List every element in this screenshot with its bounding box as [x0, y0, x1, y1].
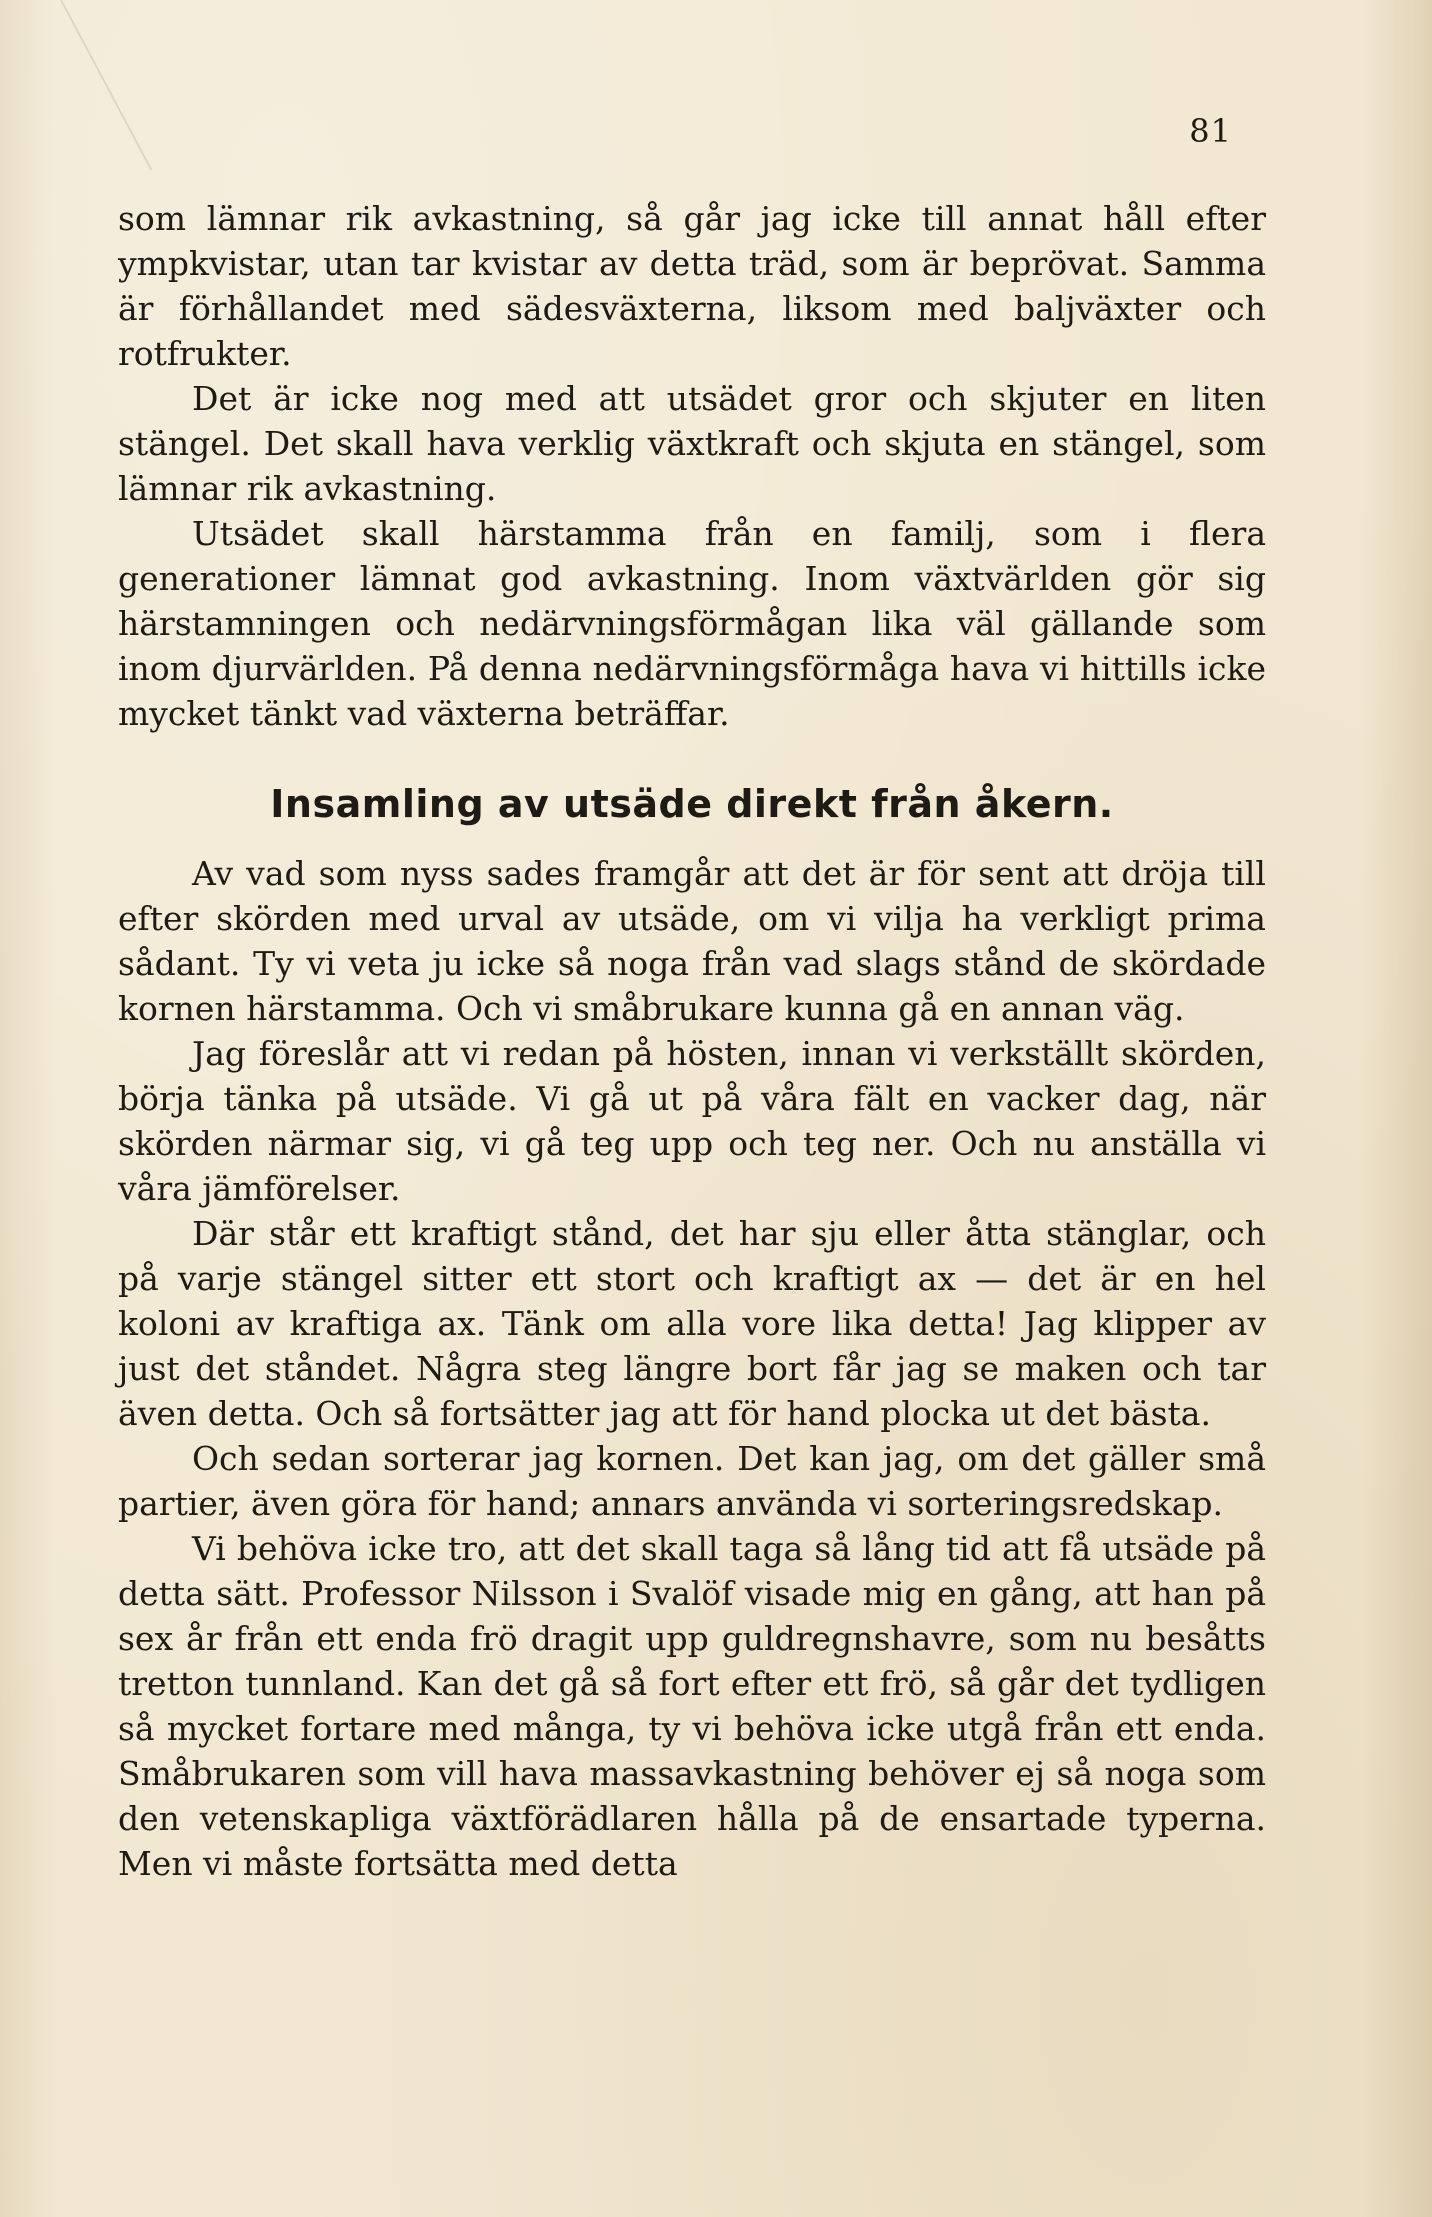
paragraph: Vi behöva icke tro, att det skall taga så lång tid att få utsäde på detta sätt. Professor Nilsson i Svalöf visade mig en gång, att han på sex år från ett enda frö dragit upp guldregnshavre, som nu besåtts tretton tunnland. Kan det gå så fort efter ett frö, så går det tydligen så mycket fortare med många, ty vi behöva icke utgå från ett enda. Småbrukaren som vill hava massavkastning behöver ej så noga som den vetenskapliga växtförädlaren hålla på de ensartade typerna. Men vi måste fortsätta med detta [118, 1529, 1266, 1883]
paragraph: Jag föreslår att vi redan på hösten, innan vi verkställt skörden, börja tänka på utsäde. Vi gå ut på våra fält en vacker dag, när skörden närmar sig, vi gå teg upp och teg ner. Och nu anställa vi våra jämförelser. [118, 1034, 1266, 1208]
paragraph: Utsädet skall härstamma från en familj, som i flera generationer lämnat god avkastning. Inom växtvärlden gör sig härstamningen och nedärvningsförmågan lika väl gällande som inom djurvärlden. På denna nedärvningsförmåga hava vi hittills icke mycket tänkt vad växterna beträffar. [118, 514, 1266, 733]
paragraph-continued: som lämnar rik avkastning, så går jag icke till annat håll efter ympkvistar, utan tar kvistar av detta träd, som är beprövat. Samma är förhållandet med sädesväxterna, liksom med baljväxter och rotfrukter. [118, 199, 1266, 373]
page-body [118, 196, 1266, 1886]
paragraph: Där står ett kraftigt stånd, det har sju eller åtta stänglar, och på varje stängel sitter ett stort och kraftigt ax — det är en hel koloni av kraftiga ax. Tänk om alla vore lika detta! Jag klipper av just det ståndet. Några steg längre bort får jag se maken och tar även detta. Och så fortsätter jag att för hand plocka ut det bästa. [118, 1214, 1266, 1433]
section-heading: Insamling av utsäde direkt från åkern. [270, 782, 1114, 826]
paper-fold-mark [60, 0, 312, 170]
page-number: 81 [1189, 112, 1232, 150]
paragraph: Det är icke nog med att utsädet gror och skjuter en liten stängel. Det skall hava verklig växtkraft och skjuta en stängel, som lämnar rik avkastning. [118, 379, 1266, 508]
paragraph: Och sedan sorterar jag kornen. Det kan jag, om det gäller små partier, även göra för hand; annars använda vi sorteringsredskap. [118, 1439, 1266, 1523]
paragraph: Av vad som nyss sades framgår att det är för sent att dröja till efter skörden med urval av utsäde, om vi vilja ha verkligt prima sådant. Ty vi veta ju icke så noga från vad slags stånd de skördade kornen härstamma. Och vi småbrukare kunna gå en annan väg. [118, 854, 1266, 1028]
